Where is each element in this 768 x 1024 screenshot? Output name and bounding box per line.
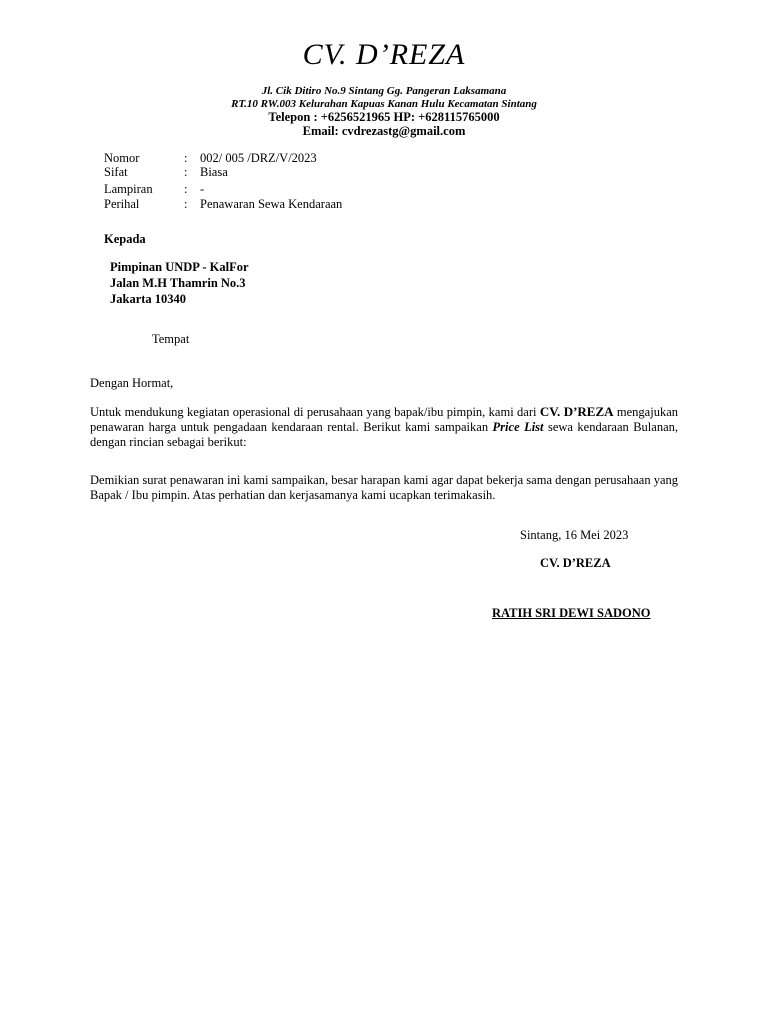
body-price-list: Price List <box>492 420 544 434</box>
recipient-line-3: Jakarta 10340 <box>110 292 187 306</box>
meta-label: Sifat <box>104 165 128 179</box>
body-text: Untuk mendukung kegiatan operasional di perusahaan yang bapak/ibu pimpin, kami dari <box>90 405 540 419</box>
recipient-heading: Kepada <box>104 232 146 246</box>
meta-value: - <box>200 182 205 196</box>
meta-value: Biasa <box>200 165 228 179</box>
meta-label: Perihal <box>104 197 140 211</box>
recipient-line-2: Jalan M.H Thamrin No.3 <box>110 276 246 290</box>
body-company-name: CV. D’REZA <box>539 404 614 419</box>
letterhead-email: Email: cvdrezastg@gmail.com <box>302 124 466 138</box>
place-date: Sintang, 16 Mei 2023 <box>520 528 629 542</box>
body-text: mengajukan penawaran harga untuk pengadaan kendaraan rental. Berikut kami sampaikan <box>90 405 678 434</box>
meta-value: 002/ 005 /DRZ/V/2023 <box>200 151 317 165</box>
closing-company: CV. D’REZA <box>540 556 611 570</box>
meta-value: Penawaran Sewa Kendaraan <box>200 197 343 211</box>
body-text: sewa kendaraan Bulanan, dengan rincian sebagai berikut: <box>90 420 678 449</box>
recipient-line-1: Pimpinan UNDP - KalFor <box>110 260 249 274</box>
meta-separator: : <box>184 197 188 211</box>
letterhead-company-name: CV. D’REZA <box>302 38 466 71</box>
body-paragraph-2: Demikian surat penawaran ini kami sampaikan, besar harapan kami agar dapat bekerja sama dengan perusahaan yang Bapak / Ibu pimpin. Atas perhatian dan kerjasamanya kami ucapkan terimakasih. <box>90 473 678 502</box>
body-paragraph-1 <box>90 404 678 450</box>
signer-name: RATIH SRI DEWI SADONO <box>492 606 651 620</box>
meta-separator: : <box>184 182 188 196</box>
meta-label: Nomor <box>104 151 140 165</box>
letterhead-phone: Telepon : +6256521965 HP: +628115765000 <box>268 110 500 124</box>
meta-separator: : <box>184 165 188 179</box>
salutation: Dengan Hormat, <box>90 376 174 390</box>
letterhead-address-line-2: RT.10 RW.003 Kelurahan Kapuas Kanan Hulu Kecamatan Sintang <box>231 98 537 110</box>
letterhead-address-line-1: Jl. Cik Ditiro No.9 Sintang Gg. Pangeran Laksamana <box>261 85 507 97</box>
meta-label: Lampiran <box>104 182 153 196</box>
meta-separator: : <box>184 151 188 165</box>
recipient-place: Tempat <box>152 332 190 346</box>
